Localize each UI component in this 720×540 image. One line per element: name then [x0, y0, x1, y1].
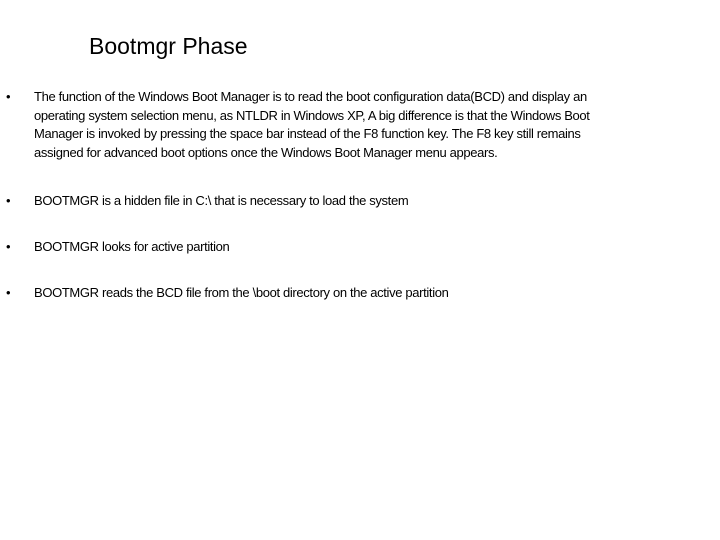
text-line: operating system selection menu, as NTLDR in Windows XP, A big difference is that the Windows Boot [34, 107, 590, 123]
slide-title: Bootmgr Phase [89, 33, 248, 59]
text-line: BOOTMGR looks for active partition [34, 239, 230, 254]
text-line: BOOTMGR reads the BCD file from the \boot directory on the active partition [34, 285, 449, 300]
text-line: The function of the Windows Boot Manager is to read the boot configuration data(BCD) and display an [34, 89, 587, 104]
bullet-icon: • [6, 89, 11, 104]
text-line: Manager is invoked by pressing the space bar instead of the F8 function key. The F8 key still remains [34, 126, 581, 141]
bullet-text [34, 284, 449, 303]
text-line: assigned for advanced boot options once the Windows Boot Manager menu appears. [34, 144, 498, 160]
bullet-text [34, 88, 590, 162]
bullet-icon: • [6, 193, 11, 208]
bullet-text [34, 192, 408, 211]
text-line: BOOTMGR is a hidden file in C:\ that is necessary to load the system [34, 193, 409, 208]
bullet-icon: • [6, 239, 11, 254]
bullet-icon: • [6, 285, 11, 300]
bullet-text [34, 238, 229, 257]
